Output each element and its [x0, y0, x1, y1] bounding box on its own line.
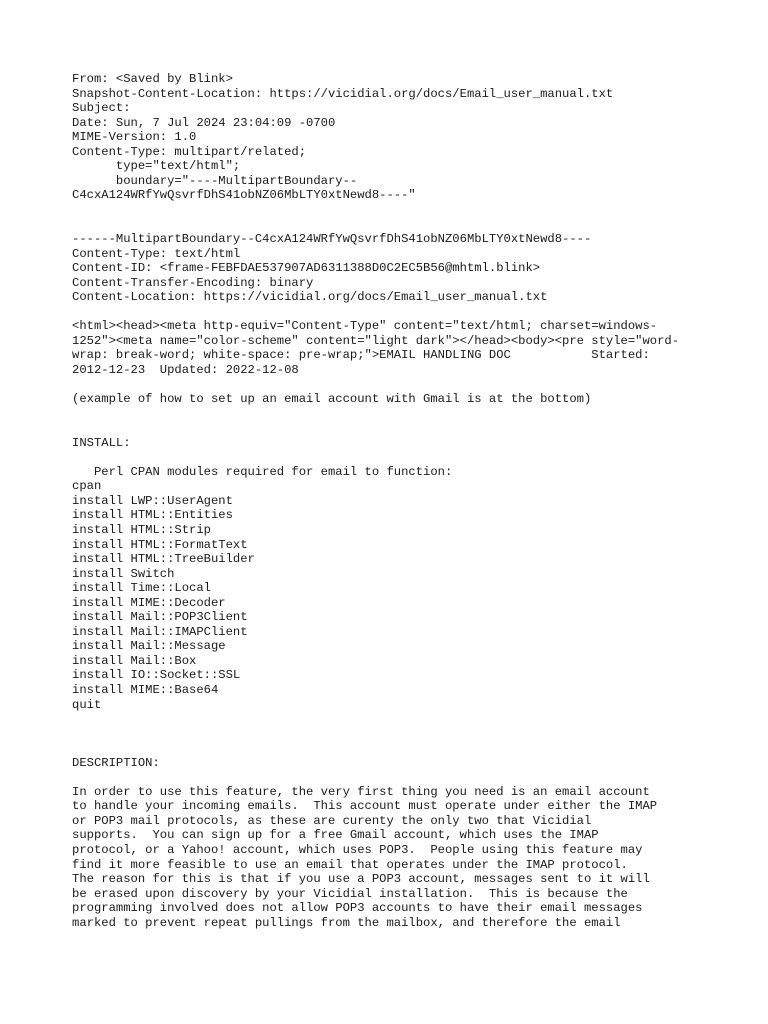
document-line: MIME-Version: 1.0	[72, 130, 197, 145]
document-line: install HTML::Entities	[72, 508, 233, 523]
document-line: programming involved does not allow POP3 accounts to have their email messages	[72, 901, 643, 916]
document-line: <html><head><meta http-equiv="Content-Type" content="text/html; charset=windows-	[72, 319, 658, 334]
document-line: install Mail::Box	[72, 653, 197, 668]
document-line: install Switch	[72, 566, 175, 581]
document-line: install IO::Socket::SSL	[72, 668, 241, 683]
document-line: type="text/html";	[72, 159, 241, 174]
document-line: Snapshot-Content-Location: https://vicidial.org/docs/Email_user_manual.txt	[72, 86, 614, 101]
document-line: find it more feasible to use an email that operates under the IMAP protocol.	[72, 857, 628, 872]
document-line: protocol, or a Yahoo! account, which uses POP3. People using this feature may	[72, 842, 643, 857]
document-line: Content-Location: https://vicidial.org/docs/Email_user_manual.txt	[72, 290, 548, 305]
document-line: be erased upon discovery by your Vicidial installation. This is because the	[72, 886, 628, 901]
document-line: boundary="----MultipartBoundary--	[72, 173, 358, 188]
document-line: install HTML::Strip	[72, 522, 211, 537]
document-line: install Mail::Message	[72, 639, 226, 654]
document-line: Content-Type: multipart/related;	[72, 144, 307, 159]
document-text	[72, 72, 712, 930]
document-line: supports. You can sign up for a free Gmail account, which uses the IMAP	[72, 828, 599, 843]
document-line: install HTML::TreeBuilder	[72, 552, 255, 567]
document-line: From: <Saved by Blink>	[72, 72, 233, 86]
document-line: ------MultipartBoundary--C4cxA124WRfYwQsvrfDhS41obNZ06MbLTY0xtNewd8----	[72, 232, 592, 247]
document-line: DESCRIPTION:	[72, 755, 160, 770]
document-line: In order to use this feature, the very first thing you need is an email account	[72, 784, 650, 799]
document-line: marked to prevent repeat pullings from the mailbox, and therefore the email	[72, 915, 621, 930]
document-line: install LWP::UserAgent	[72, 493, 233, 508]
document-line: Content-Transfer-Encoding: binary	[72, 275, 314, 290]
document-line: (example of how to set up an email account with Gmail is at the bottom)	[72, 392, 592, 407]
document-line: INSTALL:	[72, 435, 131, 450]
document-line: quit	[72, 697, 102, 712]
document-line: The reason for this is that if you use a POP3 account, messages sent to it will	[72, 872, 650, 887]
document-line: to handle your incoming emails. This account must operate under either the IMAP	[72, 799, 658, 814]
document-line: Content-ID: <frame-FEBFDAE537907AD6311388D0C2EC5B56@mhtml.blink>	[72, 261, 541, 276]
document-line: Perl CPAN modules required for email to function:	[72, 464, 453, 479]
document-line: Date: Sun, 7 Jul 2024 23:04:09 -0700	[72, 115, 336, 130]
document-line: Subject:	[72, 101, 131, 116]
document-line: cpan	[72, 479, 102, 494]
document-line: wrap: break-word; white-space: pre-wrap;">EMAIL HANDLING DOC Started:	[72, 348, 650, 363]
document-line: install Mail::POP3Client	[72, 610, 248, 625]
document-line: C4cxA124WRfYwQsvrfDhS41obNZ06MbLTY0xtNewd8----"	[72, 188, 416, 203]
document-line: 1252"><meta name="color-scheme" content="light dark"></head><body><pre style="word-	[72, 333, 680, 348]
document-line: Content-Type: text/html	[72, 246, 241, 261]
document-line: or POP3 mail protocols, as these are curenty the only two that Vicidial	[72, 813, 592, 828]
document-line: install Mail::IMAPClient	[72, 624, 248, 639]
document-line: install MIME::Decoder	[72, 595, 226, 610]
document-line: install Time::Local	[72, 581, 211, 596]
document-line: 2012-12-23 Updated: 2022-12-08	[72, 362, 299, 377]
document-line: install HTML::FormatText	[72, 537, 248, 552]
document-line: install MIME::Base64	[72, 682, 219, 697]
